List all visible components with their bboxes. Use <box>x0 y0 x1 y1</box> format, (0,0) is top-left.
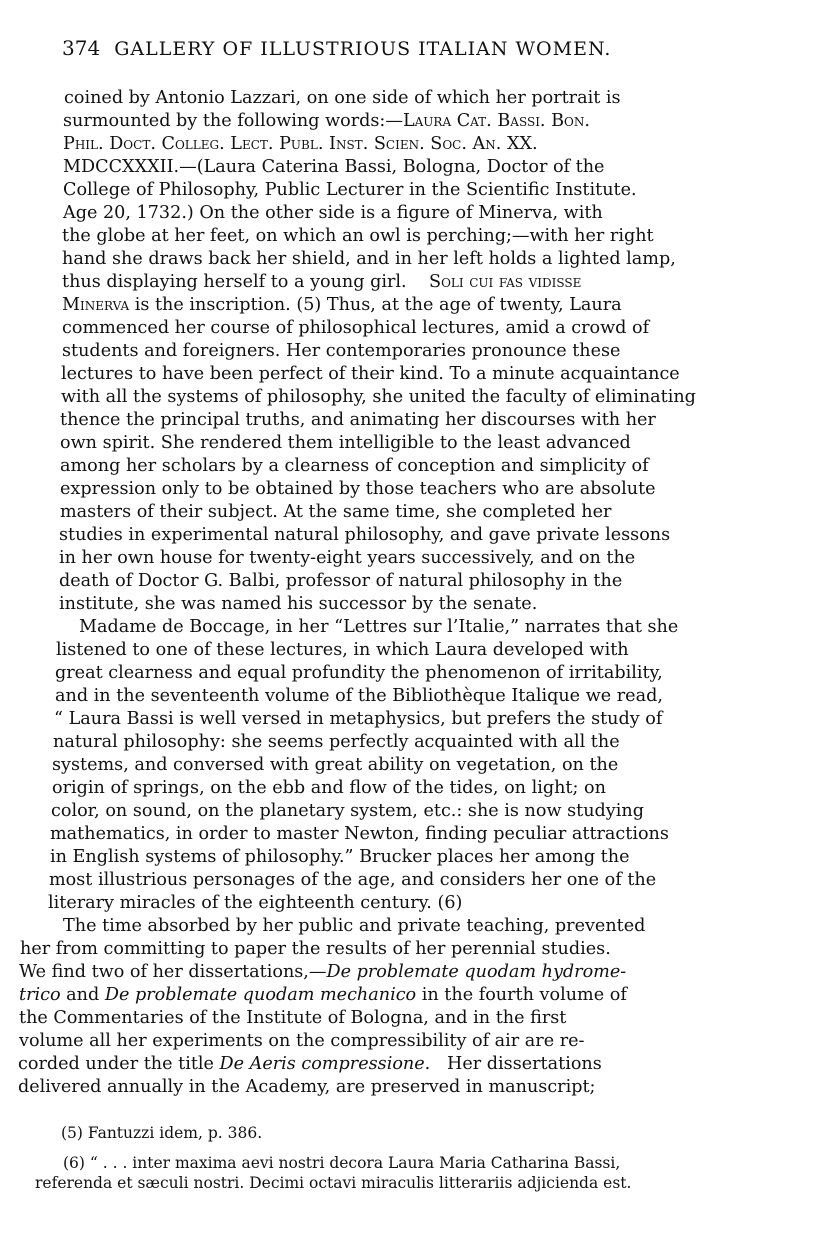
footnote-6-continued: referenda et sæculi nostri. Decimi octavi miraculis litterariis adjicienda est. <box>35 1174 632 1192</box>
text-line: among her scholars by a clearness of conception and simplicity of <box>60 456 649 476</box>
text-line: Minerva is the inscription. (5) Thus, at the age of twenty, Laura <box>62 295 622 315</box>
inscription: Soli cui fas vidisse <box>429 272 582 292</box>
text-line: lectures to have been perfect of their kind. To a minute acquaintance <box>61 364 680 384</box>
text-line: studies in experimental natural philosophy, and gave private lessons <box>59 525 671 545</box>
text-line: and in the seventeenth volume of the Bibliothèque Italique we read, <box>55 686 663 706</box>
text-line: natural philosophy: she seems perfectly acquainted with all the <box>53 732 620 752</box>
text-line: delivered annually in the Academy, are preserved in manuscript; <box>18 1077 596 1097</box>
text-line: own spirit. She rendered them intelligible to the least advanced <box>60 433 631 453</box>
work-title: De problemate quodam mechanico <box>104 985 417 1005</box>
text-line: her from committing to paper the results of her perennial studies. <box>20 939 611 959</box>
work-title: trico <box>19 985 61 1005</box>
text-line: trico and De problemate quodam mechanico in the fourth volume of <box>19 985 627 1005</box>
page-number: 374 <box>62 36 101 60</box>
text-line: corded under the title De Aeris compressione. Her dissertations <box>18 1054 602 1074</box>
text-line: listened to one of these lectures, in which Laura developed with <box>56 640 629 660</box>
text-line: students and foreigners. Her contemporaries pronounce these <box>62 341 621 361</box>
footnote-6: (6) “ . . . inter maxima aevi nostri decora Laura Maria Catharina Bassi, <box>63 1154 621 1172</box>
text-line: most illustrious personages of the age, and considers her one of the <box>49 870 657 890</box>
text-line: literary miracles of the eighteenth century. (6) <box>48 893 463 913</box>
text-line: expression only to be obtained by those teachers who are absolute <box>60 479 656 499</box>
running-header <box>62 36 782 60</box>
text-line: in her own house for twenty-eight years successively, and on the <box>59 548 636 568</box>
text-line: with all the systems of philosophy, she united the faculty of eliminating <box>61 387 696 407</box>
text-line: Age 20, 1732.) On the other side is a figure of Minerva, with <box>63 203 603 223</box>
text-line: institute, she was named his successor by the senate. <box>59 594 538 614</box>
text-line: volume all her experiments on the compressibility of air are re- <box>19 1031 585 1051</box>
inscription: Minerva <box>62 295 130 315</box>
text-line: commenced her course of philosophical lectures, amid a crowd of <box>62 318 650 338</box>
text-line: masters of their subject. At the same time, she completed her <box>60 502 612 522</box>
text-line: color, on sound, on the planetary system, etc.: she is now studying <box>51 801 644 821</box>
text-line: thence the principal truths, and animating her discourses with her <box>60 410 656 430</box>
running-title: GALLERY OF ILLUSTRIOUS ITALIAN WOMEN. <box>114 38 612 60</box>
text-line: the globe at her feet, on which an owl is perching;—with her right <box>62 226 654 246</box>
medal-legend: Laura Cat. Bassi. Bon. <box>402 111 590 131</box>
text-line: The time absorbed by her public and private teaching, prevented <box>63 916 646 936</box>
text-line: surmounted by the following words:—Laura Cat. Bassi. Bon. <box>63 111 590 131</box>
text-line: Madame de Boccage, in her “Lettres sur l’Italie,” narrates that she <box>79 617 679 637</box>
text-line: We find two of her dissertations,—De problemate quodam hydrome- <box>19 962 627 982</box>
text-line: MDCCXXXII.—(Laura Caterina Bassi, Bologna, Doctor of the <box>63 157 605 177</box>
text-line: systems, and conversed with great ability on vegetation, on the <box>52 755 619 775</box>
footnote-5: (5) Fantuzzi idem, p. 386. <box>61 1124 263 1142</box>
text-line: mathematics, in order to master Newton, finding peculiar attractions <box>50 824 669 844</box>
text-line: College of Philosophy, Public Lecturer in the Scientific Institute. <box>63 180 637 200</box>
text-line: coined by Antonio Lazzari, on one side of which her portrait is <box>64 88 621 108</box>
work-title: De problemate quodam hydrome- <box>326 962 627 982</box>
work-title: De Aeris compressione. <box>219 1054 431 1074</box>
text-line: origin of springs, on the ebb and flow of the tides, on light; on <box>52 778 606 798</box>
text-line: the Commentaries of the Institute of Bologna, and in the first <box>19 1008 567 1028</box>
text-line: great clearness and equal profundity the phenomenon of irritability, <box>55 663 663 683</box>
text-line: death of Doctor G. Balbi, professor of natural philosophy in the <box>59 571 623 591</box>
medal-legend: Phil. Doct. Colleg. Lect. Publ. Inst. Scien. Soc. An. XX. <box>63 134 538 154</box>
text-line: hand she draws back her shield, and in her left holds a lighted lamp, <box>62 249 676 269</box>
text-line: “ Laura Bassi is well versed in metaphysics, but prefers the study of <box>54 709 663 729</box>
text-line: in English systems of philosophy.” Brucker places her among the <box>50 847 630 867</box>
text-line: thus displaying herself to a young girl. Soli cui fas vidisse <box>62 272 582 292</box>
